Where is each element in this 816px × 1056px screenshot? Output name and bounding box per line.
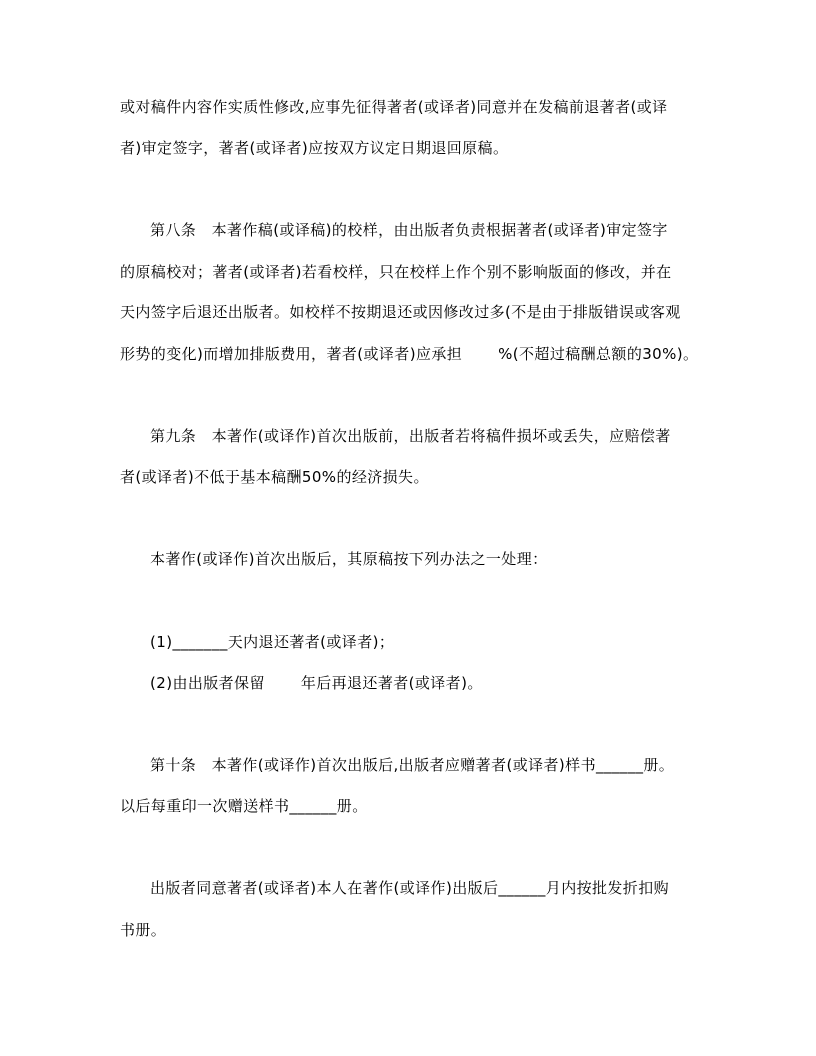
text-line: 出版者同意著者(或译者)本人在著作(或译作)出版后______月内按批发折扣购 (150, 879, 670, 897)
text-line: 第九条 本著作(或译作)首次出版前，出版者若将稿件损坏或丢失，应赔偿著 (150, 427, 671, 445)
text-line: 第十条 本著作(或译作)首次出版后,出版者应赠著者(或译者)样书______册。 (150, 756, 675, 774)
text-line: 天内签字后退还出版者。如校样不按期退还或因修改过多(不是由于排版错误或客观 (120, 303, 681, 321)
text-line: 以后每重印一次赠送样书______册。 (120, 797, 368, 815)
text-line: 形势的变化)而增加排版费用，著者(或译者)应承担 %(不超过稿酬总额的30%)。 (120, 345, 699, 363)
text-line: 的原稿校对；著者(或译者)若看校样，只在校样上作个别不影响版面的修改，并在 (120, 263, 672, 281)
text-line: 第八条 本著作稿(或译稿)的校样，由出版者负责根据著者(或译者)审定签字 (150, 221, 668, 239)
text-line: 书册。 (120, 921, 167, 939)
text-line: 或对稿件内容作实质性修改,应事先征得著者(或译者)同意并在发稿前退著者(或译 (120, 98, 668, 116)
text-line: 者)审定签字，著者(或译者)应按双方议定日期退回原稿。 (120, 139, 509, 157)
text-line: (1)_______天内退还著者(或译者)； (150, 633, 395, 651)
text-line: 者(或译者)不低于基本稿酬50%的经济损失。 (120, 468, 429, 486)
text-line: 本著作(或译作)首次出版后，其原稿按下列办法之一处理： (150, 550, 548, 568)
text-line: (2)由出版者保留 年后再退还著者(或译者)。 (150, 674, 483, 692)
